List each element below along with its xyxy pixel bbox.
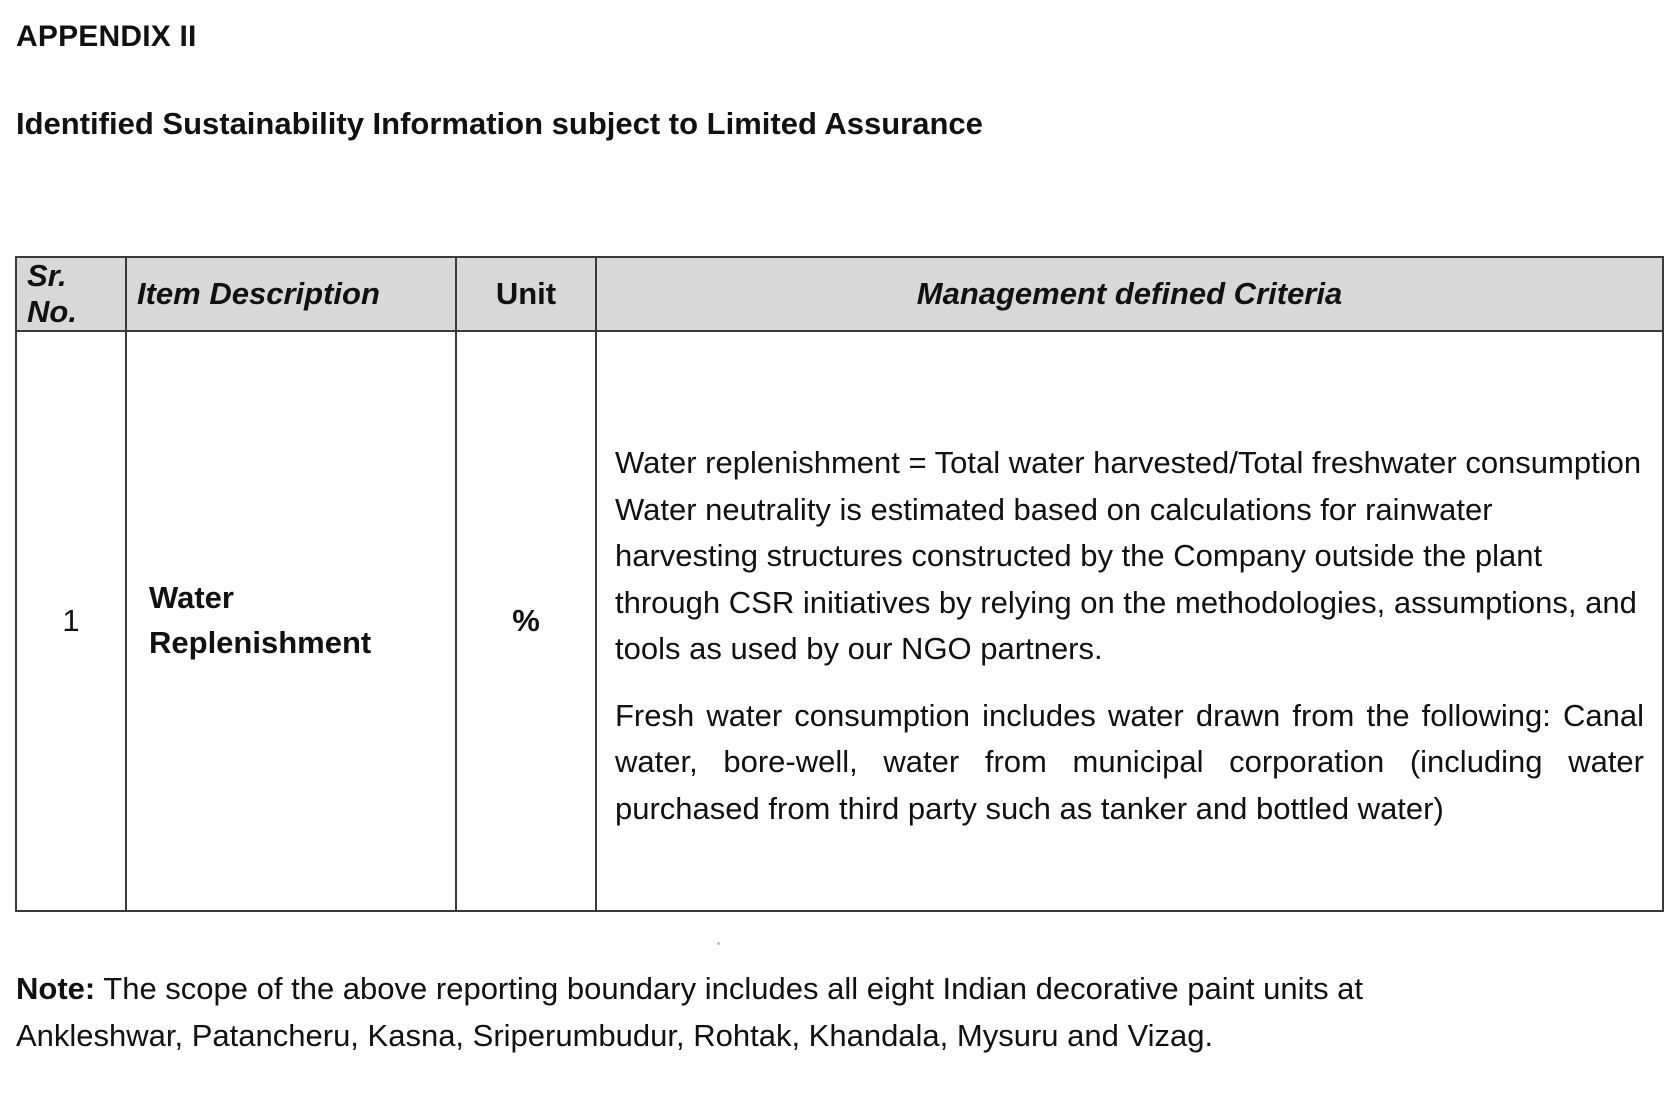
page-subtitle: Identified Sustainability Information subject to Limited Assurance [16, 106, 983, 141]
criteria-table [15, 256, 1664, 912]
cell-sr-no: 1 [16, 331, 126, 911]
item-description-line-1: Water [149, 580, 234, 616]
scan-speck [717, 942, 720, 945]
column-header-sr-no: Sr. No. [16, 257, 126, 331]
cell-item-description [126, 331, 456, 911]
column-header-item-description: Item Description [126, 257, 456, 331]
cell-unit: % [456, 331, 596, 911]
criteria-water-neutrality: Water neutrality is estimated based on calculations for rainwater harvesting structures constructed by the Company outside the plant through CSR initiatives by relying on the methodologies, assumptions, and tools as used by our NGO partners. [615, 491, 1637, 666]
cell-criteria [596, 331, 1663, 911]
column-header-unit: Unit [456, 257, 596, 331]
criteria-fresh-water: Fresh water consumption includes water drawn from the following: Canal water, bore-well, water from municipal corporation (including water purchased from third party such as tanker and bottled water) [615, 697, 1644, 826]
item-description-line-2: Replenishment [149, 625, 372, 660]
table-header-row [16, 257, 1663, 331]
table-row [16, 331, 1663, 911]
column-header-criteria: Management defined Criteria [596, 257, 1663, 331]
appendix-heading: APPENDIX II [16, 20, 197, 53]
note-text: The scope of the above reporting boundary includes all eight Indian decorative paint units at Ankleshwar, Patancheru, Kasna, Sriperumbudur, Rohtak, Khandala, Mysuru and Vizag. [16, 971, 1364, 1053]
criteria-formula: Water replenishment = Total water harvested/Total freshwater consumption [615, 445, 1642, 480]
footnote [16, 966, 1516, 1059]
note-label: Note: [16, 971, 96, 1006]
